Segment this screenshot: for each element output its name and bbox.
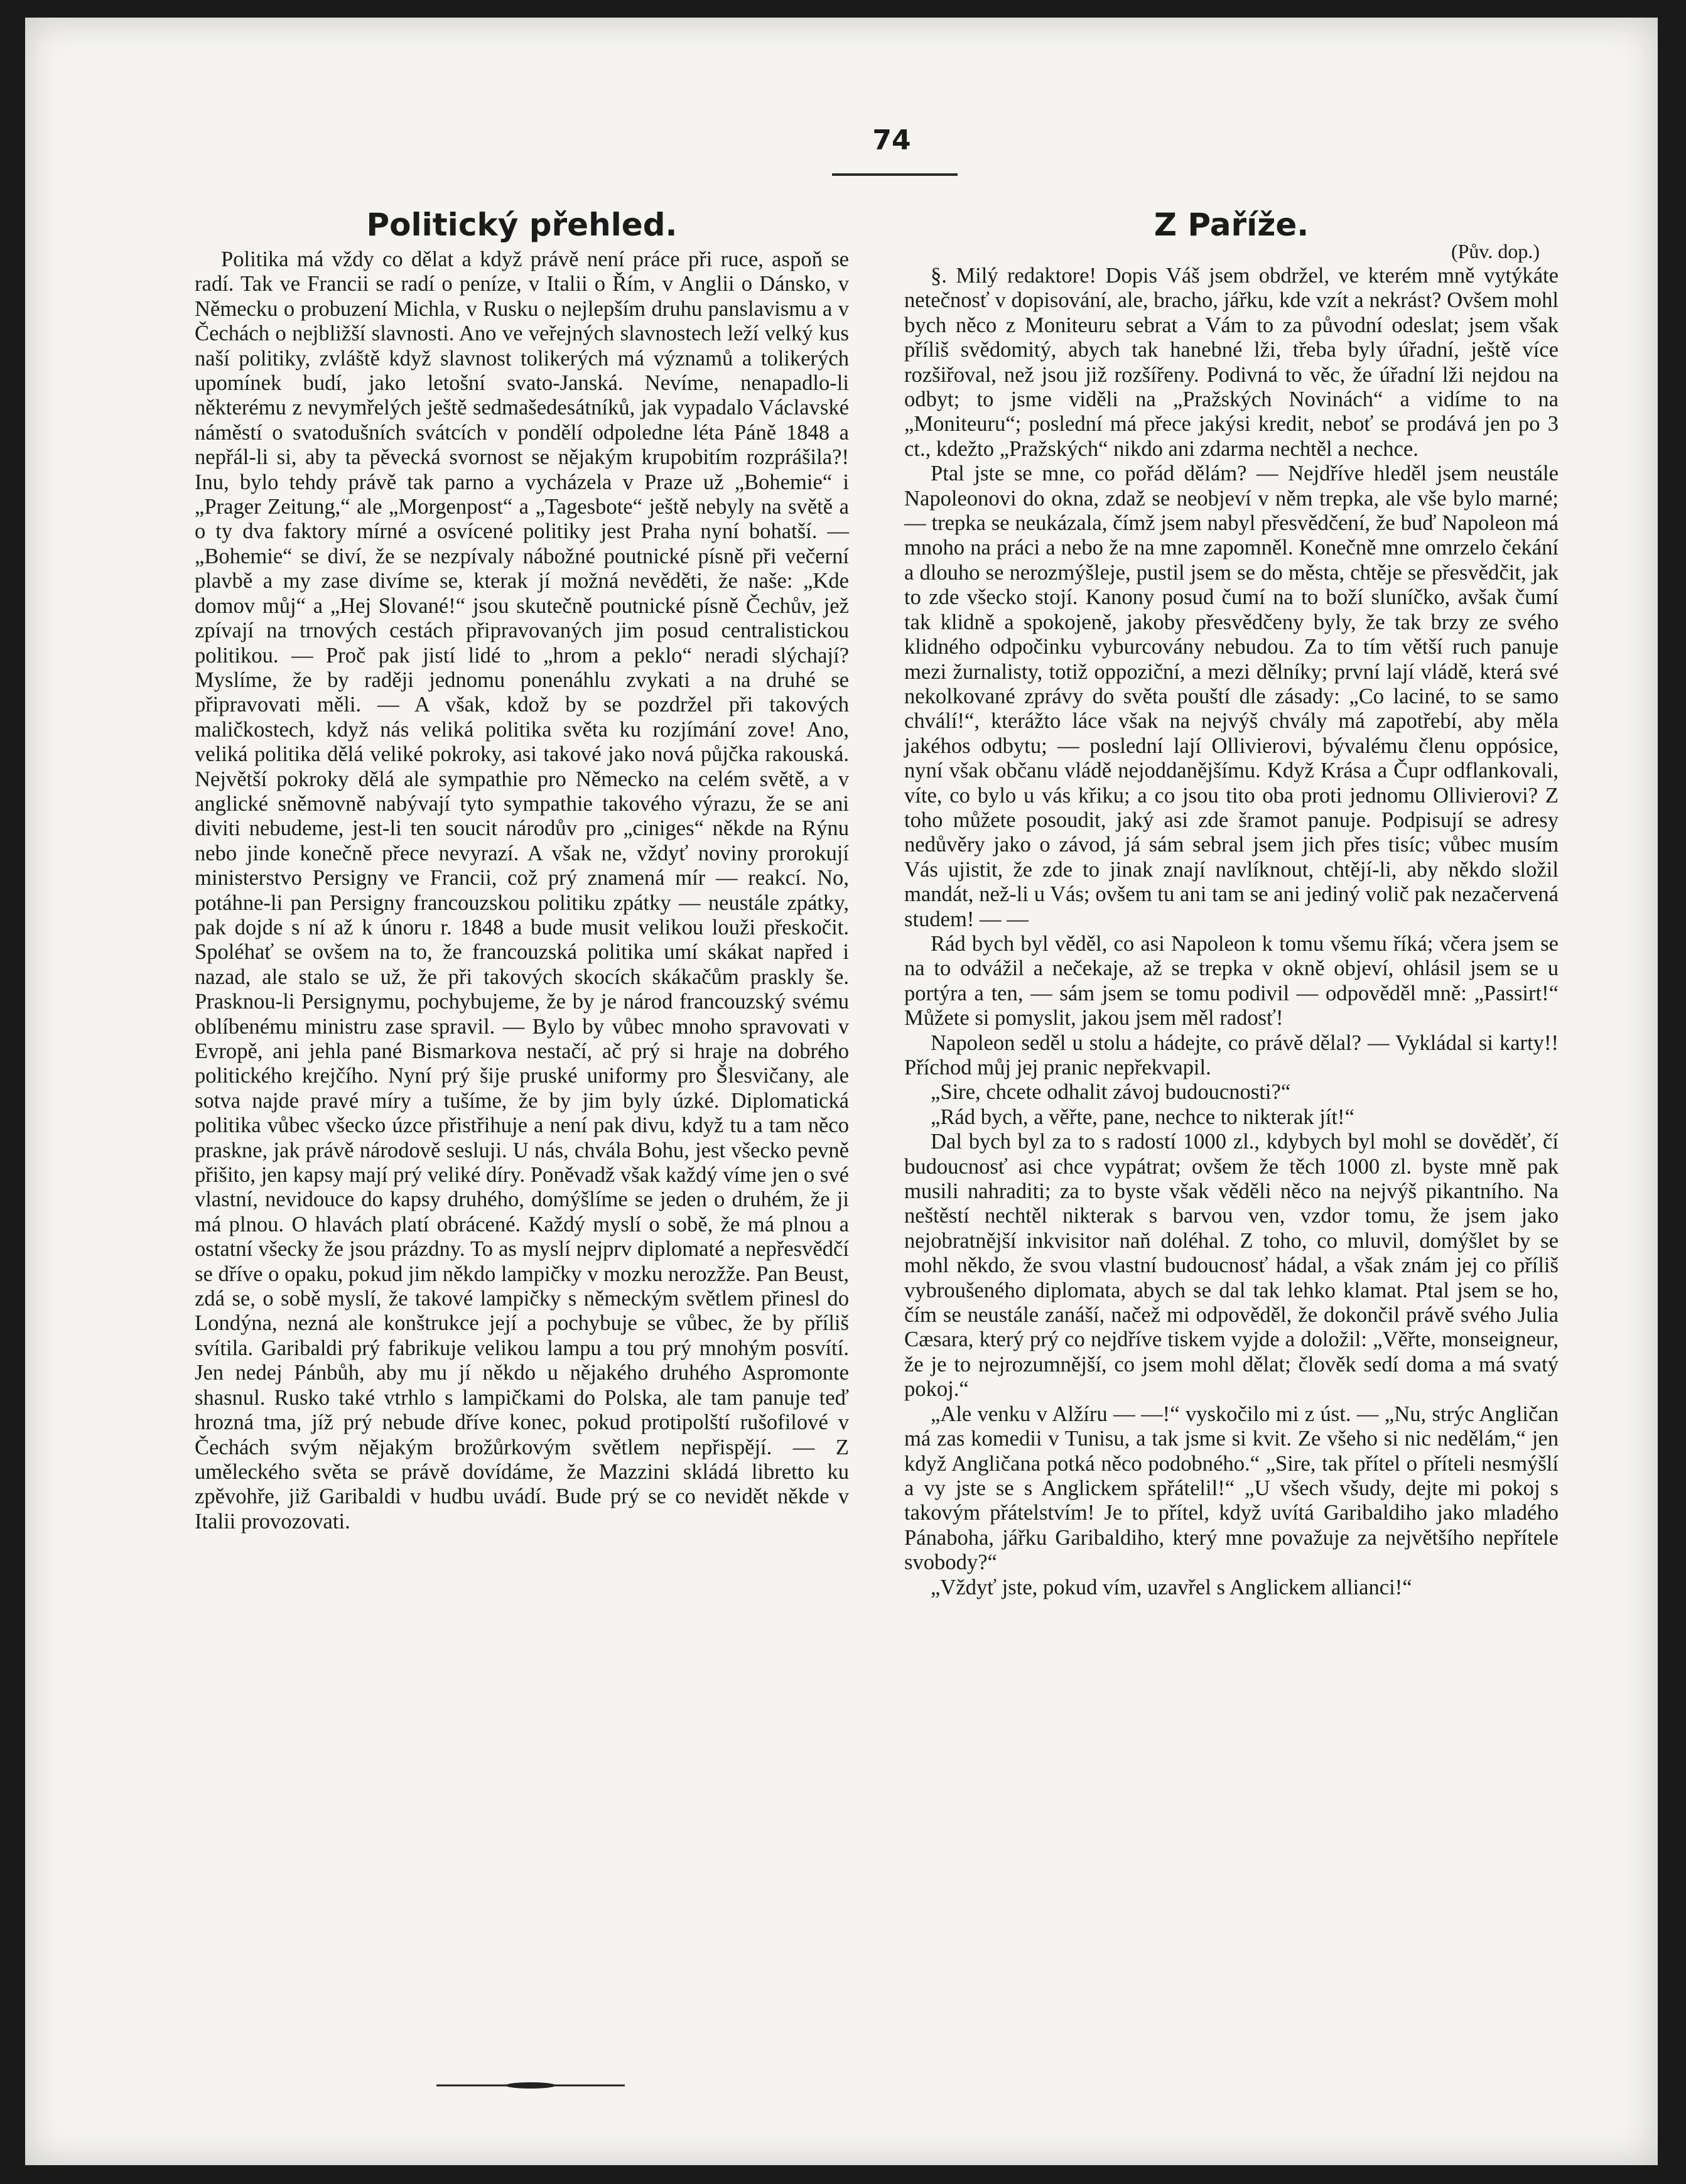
article-paragraph: Rád bych byl věděl, co asi Napoleon k tomu všemu říká; včera jsem se na to odvážil a nečekaje, až se trepka v okně objeví, ohlásil jsem se u portýra a ten, — sám jsem se tomu podivil — odpověděl mně: „Passirt!“ Můžete si pomyslit, jakou jsem měl radosť! <box>904 931 1559 1030</box>
newspaper-page <box>25 18 1658 2165</box>
page-number-rule <box>832 173 958 176</box>
end-of-article-ornament <box>436 2079 625 2092</box>
page-number: 74 <box>872 124 911 156</box>
political-overview-column <box>195 206 849 1534</box>
article-paragraph: Dal bych byl za to s radostí 1000 zl., kdybych byl mohl se dověděť, čí budoucnosť asi chce vypátrat; ovšem že těch 1000 zl. byste mně pak musili nahraditi; za to byste však věděli něco na nejvýš pikantního. Na neštěstí nechtěl nikterak s barvou ven, vzdor tomu, že jsem jako nejobratnější inkvisitor naň doléhal. Z toho, co mluvil, domýšlet by se mohl někdo, že svou vlastní budoucnosť hádal, a však znám jej co příliš vybroušeného diplomata, abych se dal tak lehko klamat. Ptal jsem se ho, čím se neustále zanáší, načež mi odpověděl, že dokončil právě svého Julia Cæsara, který prý co nejdříve tiskem vyjde a doložil: „Věřte, monseigneur, že je to nejrozumnější, co jsem mohl dělat; člověk sedí doma a má svatý pokoj.“ <box>904 1130 1559 1402</box>
article-paragraph: „Vždyť jste, pokud vím, uzavřel s Anglickem allianci!“ <box>931 1575 1412 1599</box>
byline: (Pův. dop.) <box>1451 240 1540 262</box>
column-title: Z Paříže. <box>1154 207 1309 243</box>
article-paragraph: §. Milý redaktore! Dopis Váš jsem obdržel, ve kterém mně vytýkáte netečnosť v dopisování, ale, bracho, jářku, kde vzít a nekrást? Ovšem mohl bych něco z Moniteuru sebrat a Vám to za původní odeslat; jsem však příliš svědomitý, abych tak hanebné lži, třeba byly úřadní, ještě více rozšiřoval, než jsou již rozšířeny. Podivná to věc, že úřadní lži nejdou na odbyt; to jsme viděli na „Pražských Novinách“ a vidíme to na „Moniteuru“; poslední má přece jakýsi kredit, neboť se prodává jen po 3 ct., kdežto „Pražských“ nikdo ani zdarma nechtěl a nechce. <box>904 264 1559 461</box>
article-paragraph: Ptal jste se mne, co pořád dělám? — Nejdříve hleděl jsem neustále Napoleonovi do okna, zdaž se neobjeví v něm trepka, ale vše bylo marné; — trepka se neukázala, čímž jsem nabyl přesvědčení, že buď Napoleon má mnoho na práci a nebo že na mne zapomněl. Konečně mne omrzelo čekání a dlouho se nerozmýšleje, pustil jsem se do města, chtěje se přesvědčit, jak to zde všecko stojí. Kanony posud čumí na to boží sluníčko, avšak čumí tak klidně a spokojeně, jakoby přesvědčeny byly, že tak brzy ze svého klidného odpočinku vyburcovány nebudou. Za to tím větší ruch panuje mezi žurnalisty, totiž oppoziční, a mezi dělníky; první lají vládě, která své nekolkované zprávy do světa pouští dle zásady: „Co laciné, to se samo chválí!“, kterážto láce však na nejvýš chvály má zapotřebí, aby měla jakéhos odbytu; — poslední lají Ollivierovi, bývalému členu oppósice, nyní však občanu vládě nejoddanějšímu. Když Krása a Čupr odflankovali, víte, co bylo u vás křiku; a co jsou tito oba proti jednomu Ollivierovi? Z toho můžete posoudit, jaký asi zde šramot panuje. Podpisují se adresy nedůvěry jako o závod, já sám sebral jsem jich přes tisíc; vůbec musím Vás ujistit, že zde to jinak znají navlíknout, chtějí-li, aby někdo složil mandát, než-li u Vás; ovšem tu ani tam se ani jediný volič pak nezačervená studem! — — <box>904 462 1559 931</box>
article-paragraph: „Ale venku v Alžíru — —!“ vyskočilo mi z úst. — „Nu, strýc Angličan má zas komedii v Tunisu, a tak jsme si kvit. Ze všeho si nic nedělám,“ jen když Angličana potká něco podobného.“ „Sire, tak přítel o příteli nesmýšlí a vy jste se s Anglickem spřátelil!“ „U všech všudy, dejte mi pokoj s takovým přátelstvím! Je to přítel, když uvítá Garibaldiho jako mladého Pánaboha, jářku Garibaldiho, který mne považuje za největšího nepřítele svobody?“ <box>904 1402 1559 1575</box>
article-paragraph: „Sire, chcete odhalit závoj budoucnosti?“ <box>931 1080 1291 1105</box>
paris-letter-column <box>904 206 1559 1600</box>
article-paragraph: „Rád bych, a věřte, pane, nechce to nikterak jít!“ <box>931 1105 1354 1129</box>
article-paragraph: Napoleon seděl u stolu a hádejte, co právě dělal? — Vykládal si karty!! Příchod můj jej pranic nepřekvapil. <box>904 1030 1559 1079</box>
article-paragraph: Politika má vždy co dělat a když právě není práce při ruce, aspoň se radí. Tak ve Francii se radí o peníze, v Italii o Řím, v Anglii o Dánsko, v Německu o probuzení Michla, v Rusku o nejlepším druhu panslavismu a v Čechách o nejbližší slavnosti. Ano ve veřejných slavnostech leží velký kus naší politiky, zvláště když slavnost tolikerých má významů a tolikerých upomínek budí, jako letošní svato-Janská. Nevíme, nenapadlo-li některému z nevymřelých ještě sedmašedesátníků, jak vypadalo Václavské náměstí o svatodušních svátcích v pondělí odpoledne léta Páně 1848 a nepřál-li si, aby ta pěvecká svornost se nějakým krupobitím rozprášila?! Inu, bylo tehdy právě tak parno a vycházela v Praze už „Bohemie“ i „Prager Zeitung,“ ale „Morgenpost“ a „Tagesbote“ ještě nebyly na světě a o ty dva faktory mírné a osvícené politiky jest Praha nyní bohatší. — „Bohemie“ se diví, že se nezpívaly nábožné poutnické písně při večerní plavbě a my zase divíme se, kterak jí možná nevěděti, že naše: „Kde domov můj“ a „Hej Slované!“ jsou skutečně poutnické písně Čechův, jež zpívají na trnových cestách připravovaných jim posud centralistickou politikou. — Proč pak jistí lidé to „hrom a peklo“ neradi slýchají? Myslíme, že by raději jednomu ponenáhlu zvykati a na druhé se připravovati měli. — A však, kdož by se pozdržel při takových maličkostech, když nás veliká politika světa ku rozjímání zove! Ano, veliká politika dělá veliké pokroky, asi takové jako nová půjčka rakouská. Největší pokroky dělá ale sympathie pro Německo na celém světě, a v anglické sněmovně nabývají tyto sympathie takového výrazu, že se ani diviti nebudeme, jest-li ten soucit národův pro „ciniges“ někde na Rýnu nebo jinde konečně přece nevyrazí. A však ne, vždyť noviny prorokují ministerstvo Persigny ve Francii, což prý znamená mír — reakcí. No, potáhne-li pan Persigny francouzskou politiku zpátky — neustále zpátky, pak dojde s ní až k únoru r. 1848 a bude musit velikou louži přeskočit. Spoléhať se ovšem na to, že francouzská politika umí skákat napřed i nazad, ale stalo se už, že při takových skocích skákačům praskly še. Prasknou-li Persignymu, pochybujeme, že by je národ francouzský svému oblíbenému ministru zase spravil. — Bylo by vůbec mnoho spravovati v Evropě, ani jehla pané Bismarkova nestačí, ač prý si hraje na dobrého politického krejčího. Nyní prý šije pruské uniformy pro Šlesvičany, ale sotva najde pravé míry a tušíme, že by jim byly úzké. Diplomatická politika vůbec všecko úzce přistřihuje a není pak divu, když tu a tam něco praskne, jak právě národově sesluji. U nás, chvála Bohu, jest všecko pevně přišito, jen kapsy mají prý veliké díry. Poněvadž však každý víme jen o své vlastní, nevidouce do kapsy druhého, domýšlíme se jeden o druhém, že ji má plnou. O hlavách platí obrácené. Každý myslí o sobě, že má plnou a ostatní všecky že jsou prázdny. To as myslí nejprv diplomaté a nepřesvědčí se dříve o opaku, pokud jim někdo lampičky v mozku nerozžže. Pan Beust, zdá se, o sobě myslí, že takové lampičky s německým světlem přinesl do Londýna, nezná ale konštrukce její a pochybuje se vůbec, že by příliš svítila. Garibaldi prý fabrikuje velikou lampu a tou prý mnohým posvítí. Jen nedej Pánbůh, aby mu jí někdo u nějakého druhého Aspromonte shasnul. Rusko také vtrhlo s lampičkami do Polska, ale tam panuje teď hrozná tma, jíž prý nebude dříve konec, pokud protipolští rušofilové v Čechách svým nějakým brožůrkovým světlem nepřispějí. — Z uměleckého světa se právě dovídáme, že Mazzini skládá libretto ku zpěvohře, již Garibaldi v hudbu uvádí. Bude prý se co nevidět někde v Italii provozovati. <box>195 247 849 1533</box>
column-title: Politický přehled. <box>366 207 678 243</box>
